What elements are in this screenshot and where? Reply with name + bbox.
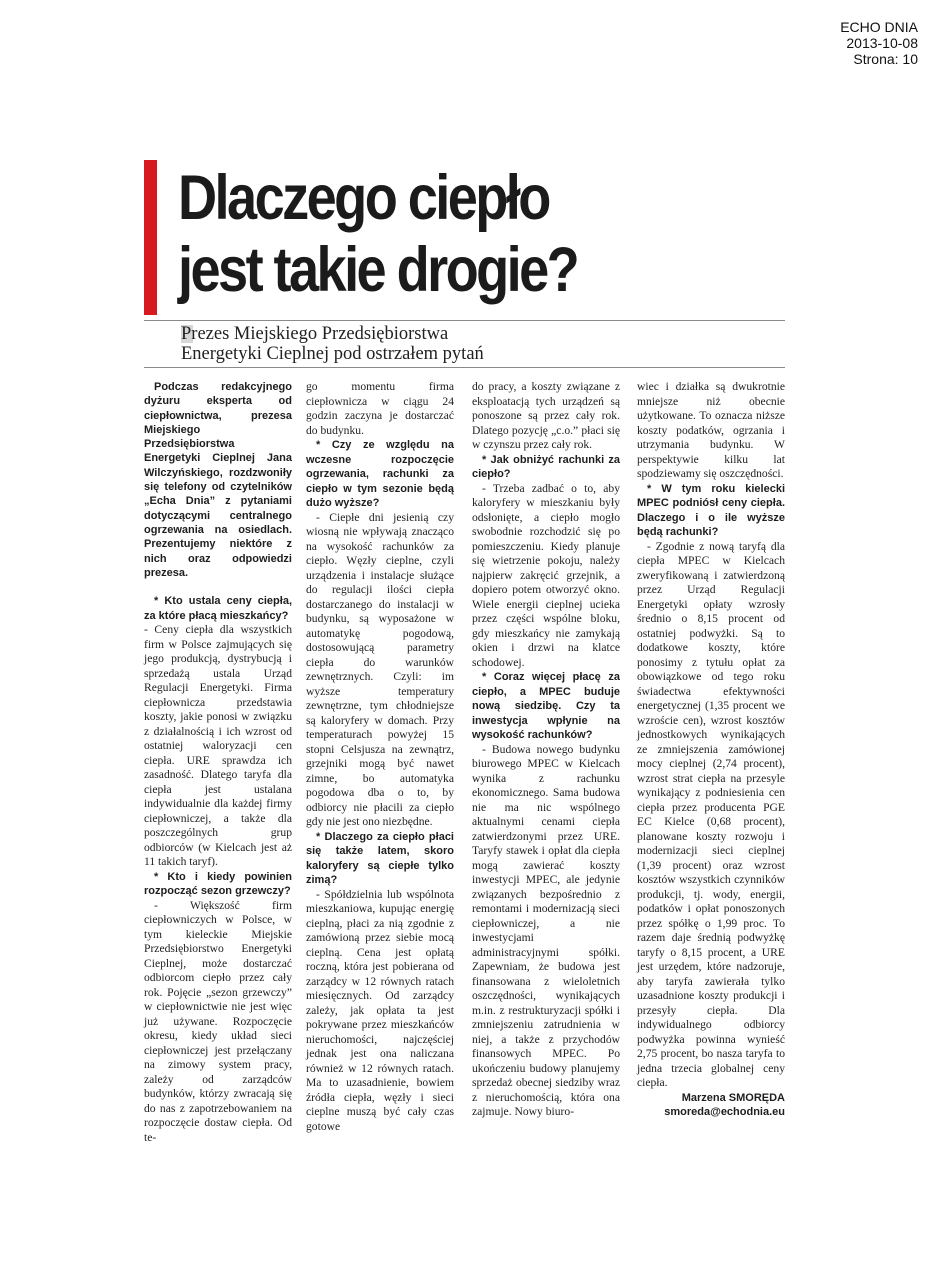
question-6: * Coraz więcej płacę za ciepło, a MPEC buduje nową siedzibę. Czy ta inwestycja wpłynie na wysokość rachunków?: [472, 671, 620, 741]
author-name: Marzena SMORĘDA: [681, 1091, 785, 1104]
author-email: smoreda@echodnia.eu: [664, 1106, 785, 1118]
publication-date: 2013-10-08: [846, 35, 918, 51]
answer-4: - Spółdzielnia lub wspólnota mieszkaniowa, kupując energię cieplną, płaci za nią zgodnie z zamówioną przez siebie mocą cieplną. Cena jest opłatą roczną, która jest pobierana od zarządcy w 12 równych ratach miesięcznych. Od zarządcy zależy, jak opłata ta jest pokrywane przez mieszkańców nieruchomości, najczęściej jednak jest ona naliczana również w 12 równych ratach. Ma to uzasadnienie, bowiem źródła ciepła, węzły i sieci cieplne muszą być cały czas gotowe: [306, 887, 454, 1133]
article-column-3: [472, 380, 620, 1120]
answer-4-continued: do pracy, a koszty związane z eksploatacją tych urządzeń są ponoszone są przez cały rok. Dlatego pozycję „c.o.” płaci się w czynszu przez cały rok.: [472, 380, 620, 451]
subhead-top-rule: [144, 320, 785, 321]
subhead-bottom-rule: [144, 367, 785, 368]
question-7: * W tym roku kielecki MPEC podniósł ceny ciepła. Dlaczego i o ile wyższe będą rachunki?: [637, 482, 785, 538]
answer-2: - Większość firm ciepłowniczych w Polsce, w tym kieleckie Miejskie Przedsiębiorstwo Energetyki Cieplnej, może dostarczać odbiorcom ciepło przez cały rok. Pojęcie „sezon grzewczy” w ciepłownictwie nie jest więc już używane. Rozpoczęcie okresu, kiedy układ sieci ciepłowniczej jest przełączany na zimowy system pracy, zależy od zarządców budynków, którzy zwracają się do nas z zapotrzebowaniem na rozpoczęcie dostaw ciepła. Od te-: [144, 898, 292, 1144]
answer-6: - Budowa nowego budynku biurowego MPEC w Kielcach wynika z rachunku ekonomicznego. Sama budowa nie ma nic wspólnego aktualnymi cenami ciepła zatwierdzonymi przez URE. Taryfy stawek i opłat dla ciepła mogą zawierać koszty inwestycji MPEC, ale jedynie związanych bezpośrednio z remontami i modernizacją sieci ciepłowniczej, a nie inwestycjami administracyjnymi spółki. Zapewniam, że budowa jest finansowana z wieloletnich oszczędności, wynikających m.in. z restrukturyzacji spółki i zmniejszeniu zatrudnienia w niej, a także z przychodów finansowych MPEC. Po ukończeniu budowy planujemy sprzedaż obecnej siedziby wraz z nieruchomością, która ona zajmuje. Nowy biuro-: [472, 742, 620, 1118]
article-column-4: [637, 380, 785, 1120]
subheadline: [181, 324, 484, 364]
question-1: * Kto ustala ceny ciepła, za które płacą mieszkańcy?: [144, 595, 292, 622]
headline-accent-bar: [144, 160, 157, 315]
answer-1: - Ceny ciepła dla wszystkich firm w Polsce zajmujących się jego produkcją, dystrybucją i sprzedażą ustala Urząd Regulacji Energetyki. Firma ciepłownicza przedstawia koszty, jakie ponosi w związku z działalnością i ich wzrost od ostatniej waloryzacji cen ciepła. URE sprawdza ich zasadność. Dlatego taryfa dla ciepła jest ustalana indywidualnie dla każdej firmy ciepłowniczej, a także dla poszczególnych grup odbiorców (w Kielcach jest aż 11 takich taryf).: [144, 623, 292, 869]
question-2: * Kto i kiedy powinien rozpocząć sezon grzewczy?: [144, 870, 292, 898]
publication-name: ECHO DNIA: [840, 19, 918, 35]
question-5: * Jak obniżyć rachunki za ciepło?: [472, 453, 620, 480]
headline-line-2: jest takie drogie?: [178, 235, 578, 305]
question-4: * Dlaczego za ciepło płaci się także latem, skoro kaloryfery są ciepłe tylko zimą?: [306, 830, 454, 886]
page-number: Strona: 10: [853, 51, 918, 67]
subhead-line-2: Energetyki Cieplnej pod ostrzałem pytań: [181, 344, 484, 364]
author-byline: [637, 1091, 785, 1120]
source-info: [840, 19, 918, 67]
headline-line-1: Dlaczego ciepło: [178, 163, 549, 233]
article-column-2: [306, 380, 454, 1134]
article-column-1: [144, 380, 292, 1145]
headline: [178, 162, 711, 306]
answer-2-continued: go momentu firma ciepłownicza w ciągu 24 godzin zaczyna je dostarczać do budynku.: [306, 380, 454, 437]
answer-6-continued: wiec i działka są dwukrotnie mniejsze niż obecnie użytkowane. To oznacza niższe koszty podatków, ogrzania i utrzymania budynku. W perspektywie kilku lat spodziewamy się oszczędności.: [637, 380, 785, 480]
answer-5: - Trzeba zadbać o to, aby kaloryfery w mieszkaniu były odsłonięte, a ciepło mogło swobodnie rozchodzić się po pomieszczeniu. Kiedy planuje się wietrzenie pokoju, należy najpierw zakręcić grzejnik, a dopiero potem otworzyć okno. Wiele energii cieplnej ucieka przez części wspólne bloku, gdy mieszkańcy nie zamykają okien i drzwi na klatce schodowej.: [472, 481, 620, 669]
answer-7: - Zgodnie z nową taryfą dla ciepła MPEC w Kielcach zweryfikowaną i zatwierdzoną przez Urząd Regulacji Energetyki opłaty wzrosły średnio o 8,15 procent od ostatniej podwyżki. Są to dodatkowe koszty, które ponosimy z tytułu opłat za obowiązkowe od tego roku świadectwa efektywności energetycznej (1,35 procent we wzroście cen), wzrost kosztów jednostkowych wynikających ze zmniejszenia zamówionej mocy cieplnej (2,74 procent), wzrost strat ciepła na przesyle wynikający z podniesienia cen ciepła przez producenta PGE EC Kielce (0,68 procent), planowane koszty rozwoju i modernizacji sieci cieplnej (1,39 procent) oraz wzrost kosztów wszystkich czynników produkcji, tj. wody, energii, podatków i opłat ponoszonych przez spółkę o 1,99 proc. To razem daje średnią podwyżkę taryfy o 8,15 procent, a URE jest urzędem, które nadzoruje, aby taryfa zawierała tylko uzasadnione koszty produkcji i przesyły ciepła. Dla indywidualnego odbiorcy podwyżka powinna wynieść 2,75 procent, bo nasza taryfa to jedna trzecia globalnej ceny ciepła.: [637, 539, 785, 1089]
subhead-line-1: Prezes Miejskiego Przedsiębiorstwa: [181, 324, 449, 344]
answer-3: - Ciepłe dni jesienią czy wiosną nie wpływają znacząco na wysokość rachunków za ciepło. Węzły cieplne, czyli urządzenia i instalacje służące do regulacji ilości ciepła dostarczanego do instalacji w budynku, są wyposażone w automatykę pogodową, dostosowującą parametry ciepła do warunków zewnętrznych. Czyli: im wyższe temperatury zewnętrzne, tym chłodniejsze są kaloryfery w domach. Przy temperaturach powyżej 15 stopni Celsjusza na zewnątrz, grzejniki mogą być nawet zimne, bo automatyka pogodowa dba o to, by odbiorcy nie płacili za ciepło gdy nie jest ono niezbędne.: [306, 510, 454, 828]
article-lead: Podczas redakcyjnego dyżuru eksperta od ciepłownictwa, prezesa Miejskiego Przedsiębiorstwa Energetyki Cieplnej Jana Wilczyńskiego, rozdzwoniły się telefony od czytelników „Echa Dnia” z pytaniami dotyczącymi centralnego ogrzewania na osiedlach. Prezentujemy niektóre z nich oraz odpowiedzi prezesa.: [144, 381, 292, 579]
question-3: * Czy ze względu na wczesne rozpoczęcie ogrzewania, rachunki za ciepło w tym sezonie będą dużo wyższe?: [306, 439, 454, 509]
